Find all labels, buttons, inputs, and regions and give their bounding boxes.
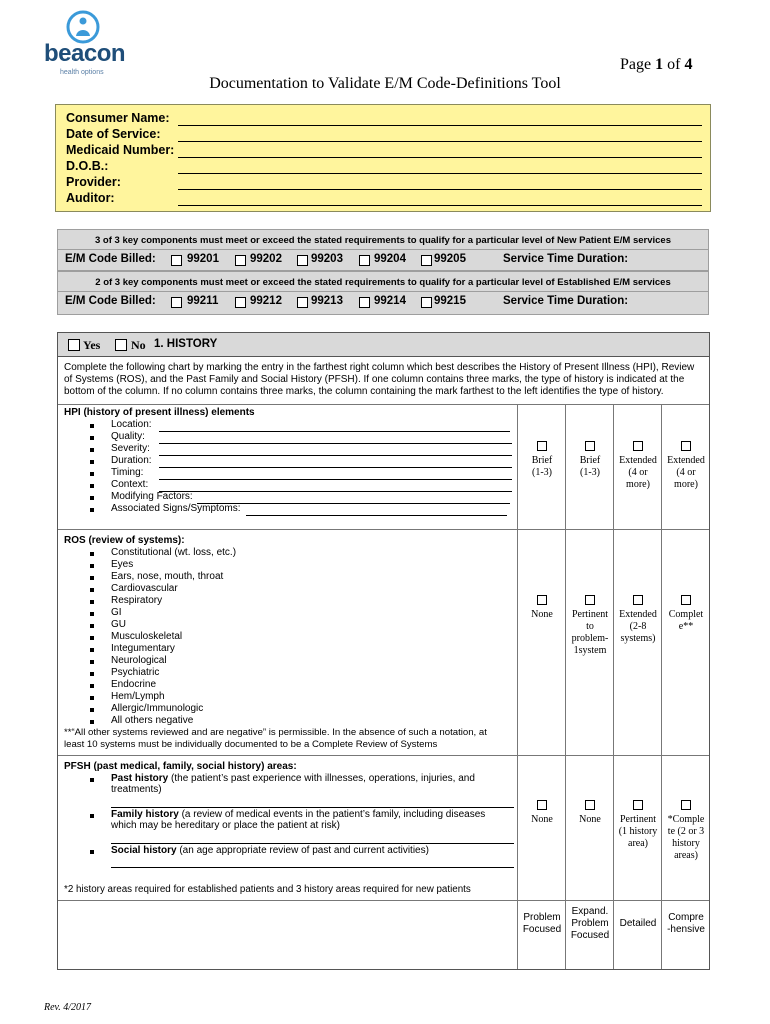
checkbox-icon[interactable] <box>537 800 547 810</box>
ros-item: Respiratory <box>111 595 163 606</box>
checkbox-icon[interactable] <box>681 595 691 605</box>
revision-date: Rev. 4/2017 <box>44 1002 92 1013</box>
col-text: (2-8 <box>629 621 647 632</box>
code-99203: 99203 <box>311 253 343 265</box>
col-text: *Comple <box>667 814 705 825</box>
history-section <box>57 332 710 970</box>
ros-item: Musculoskeletal <box>111 631 183 642</box>
bullet <box>90 624 94 628</box>
result-comprehensive <box>663 912 709 936</box>
hpi-severity-line[interactable] <box>159 455 512 456</box>
bullet <box>90 684 94 688</box>
social-history-line[interactable] <box>111 867 514 868</box>
history-instructions: Complete the following chart by marking the entry in the farthest right column which best describes the History of Present Illness (HPI), Review of Systems (ROS), and the Past Family and Social History (PFSH). If one column contains three marks, the type of history is indicated at the bottom of the column. If no column contains three marks, the column containing the mark farthest to the left identifies the type of history. <box>64 362 695 397</box>
history-heading: 1. HISTORY <box>154 338 218 350</box>
checkbox-icon[interactable] <box>633 595 643 605</box>
result-expanded-problem-focused <box>567 906 613 942</box>
checkbox-icon[interactable] <box>537 441 547 451</box>
hpi-context: Context: <box>111 479 149 490</box>
hpi-severity: Severity: <box>111 443 150 454</box>
col-text: None <box>531 814 553 825</box>
ros-item: Integumentary <box>111 643 175 654</box>
hpi-title: HPI (history of present illness) elements <box>64 407 255 418</box>
grid-line <box>58 755 709 756</box>
col-text: (1 history <box>618 826 658 837</box>
family-history-text-2: which may be hereditary or place the patient at risk) <box>111 820 340 831</box>
bullet <box>90 648 94 652</box>
auditor-line[interactable] <box>178 205 702 206</box>
col-text: Extended <box>619 609 657 620</box>
bullet <box>90 672 94 676</box>
col-text: Brief <box>531 455 553 466</box>
hpi-col-brief-2[interactable] <box>567 441 613 479</box>
ros-note-line-2: least 10 systems must be individually documented to be a Complete Review of Systems <box>64 739 438 750</box>
bullet <box>90 814 94 818</box>
bullet <box>90 850 94 854</box>
em-code-billed-label: E/M Code Billed: <box>65 253 156 265</box>
checkbox-99201[interactable] <box>171 255 182 266</box>
grid-line <box>613 404 614 969</box>
past-history-text-2: treatments) <box>111 784 162 795</box>
code-99213: 99213 <box>311 295 343 307</box>
checkbox-99212[interactable] <box>235 297 246 308</box>
bullet <box>90 448 94 452</box>
hpi-timing: Timing: <box>111 467 144 478</box>
ros-note-line-1: **“All other systems reviewed and are negative” is permissible. In the absence of such a notation, at <box>64 727 487 738</box>
bullet <box>90 436 94 440</box>
date-of-service-line[interactable] <box>178 141 702 142</box>
col-text: None <box>579 814 601 825</box>
bullet <box>90 424 94 428</box>
pfsh-past-history <box>111 773 511 795</box>
col-text: more) <box>626 479 650 490</box>
checkbox-99203[interactable] <box>297 255 308 266</box>
past-history-label: Past history <box>111 773 169 784</box>
established-patient-code-row <box>57 291 709 315</box>
code-99201: 99201 <box>187 253 219 265</box>
service-time-label: Service Time Duration: <box>503 295 629 307</box>
hpi-associated-signs: Associated Signs/Symptoms: <box>111 503 241 514</box>
hpi-context-line[interactable] <box>159 491 512 492</box>
col-text: Pertinent <box>571 609 609 620</box>
result-detailed <box>615 918 661 930</box>
checkbox-icon[interactable] <box>681 800 691 810</box>
col-text: None <box>531 609 553 620</box>
bullet <box>90 552 94 556</box>
checkbox-icon[interactable] <box>585 441 595 451</box>
consumer-info-box <box>55 104 711 212</box>
code-99204: 99204 <box>374 253 406 265</box>
checkbox-99214[interactable] <box>359 297 370 308</box>
checkbox-icon[interactable] <box>633 800 643 810</box>
ros-item: All others negative <box>111 715 194 726</box>
col-text: Problem <box>571 918 609 929</box>
grid-line <box>58 900 709 901</box>
col-text: -hensive <box>667 924 705 935</box>
pfsh-title: PFSH (past medical, family, social history) areas: <box>64 761 297 772</box>
code-99212: 99212 <box>250 295 282 307</box>
page-total: 4 <box>684 56 693 73</box>
hpi-quality-line[interactable] <box>159 443 512 444</box>
history-header <box>58 333 709 357</box>
family-history-line[interactable] <box>111 843 514 844</box>
checkbox-icon[interactable] <box>537 595 547 605</box>
checkbox-99205[interactable] <box>421 255 432 266</box>
history-yes-checkbox[interactable] <box>68 339 80 351</box>
bullet <box>90 484 94 488</box>
ros-item: Ears, nose, mouth, throat <box>111 571 224 582</box>
col-text: (4 or <box>628 467 648 478</box>
hpi-quality: Quality: <box>111 431 145 442</box>
bullet <box>90 472 94 476</box>
grid-line <box>58 404 709 405</box>
col-text: Complet <box>668 609 704 620</box>
hpi-col-extended-1[interactable] <box>615 441 661 491</box>
code-99202: 99202 <box>250 253 282 265</box>
col-text: (1-3) <box>532 467 552 478</box>
col-text: Extended <box>667 455 705 466</box>
bullet <box>90 708 94 712</box>
col-text: area) <box>628 838 648 849</box>
family-history-text: (a review of medical events in the patient’s family, including diseases <box>178 809 486 820</box>
ros-item: Allergic/Immunologic <box>111 703 204 714</box>
ros-item: Endocrine <box>111 679 157 690</box>
col-text: Pertinent <box>619 814 657 825</box>
col-text: Brief <box>579 455 601 466</box>
ros-item: Neurological <box>111 655 167 666</box>
ros-col-complete[interactable] <box>663 595 709 633</box>
bullet <box>90 720 94 724</box>
bullet <box>90 496 94 500</box>
hpi-col-brief-1[interactable] <box>519 441 565 479</box>
col-text: problem- <box>571 633 609 644</box>
hpi-modifying-factors-line[interactable] <box>197 503 510 504</box>
ros-item: GU <box>111 619 126 630</box>
medicaid-number-line[interactable] <box>178 157 702 158</box>
hpi-associated-signs-line[interactable] <box>246 515 507 516</box>
ros-item: Cardiovascular <box>111 583 178 594</box>
col-text: Expand. <box>571 906 609 917</box>
new-patient-requirement: 3 of 3 key components must meet or exceed the stated requirements to qualify for a particular level of New Patient E/M services <box>57 229 709 250</box>
past-history-text: (the patient’s past experience with illnesses, operations, injuries, and <box>168 773 475 784</box>
grid-line <box>517 404 518 969</box>
ros-col-pertinent[interactable] <box>567 595 613 657</box>
hpi-location: Location: <box>111 419 152 430</box>
col-text: Problem <box>523 912 561 923</box>
col-text: Detailed <box>619 918 657 929</box>
code-99205: 99205 <box>434 253 466 265</box>
bullet <box>90 588 94 592</box>
checkbox-icon[interactable] <box>681 441 691 451</box>
history-yes-label: Yes <box>83 338 101 352</box>
new-patient-code-row <box>57 249 709 271</box>
col-text: (1-3) <box>580 467 600 478</box>
ros-title: ROS (review of systems): <box>64 535 185 546</box>
ros-item: Eyes <box>111 559 134 570</box>
col-text: (4 or <box>676 467 696 478</box>
field-date-of-service: Date of Service: <box>66 127 161 141</box>
pfsh-col-pertinent[interactable] <box>615 800 661 850</box>
history-no-checkbox[interactable] <box>115 339 127 351</box>
result-problem-focused <box>519 912 565 936</box>
checkbox-icon[interactable] <box>633 441 643 451</box>
field-auditor: Auditor: <box>66 191 115 205</box>
col-text: Extended <box>619 455 657 466</box>
col-text: 1system <box>573 645 607 656</box>
checkbox-99215[interactable] <box>421 297 432 308</box>
hpi-location-line[interactable] <box>159 431 510 432</box>
ros-item: Psychiatric <box>111 667 160 678</box>
bullet <box>90 576 94 580</box>
checkbox-icon[interactable] <box>585 595 595 605</box>
code-99214: 99214 <box>374 295 406 307</box>
beacon-person-icon <box>66 10 100 44</box>
checkbox-99202[interactable] <box>235 255 246 266</box>
checkbox-99213[interactable] <box>297 297 308 308</box>
grid-line <box>565 404 566 969</box>
document-title: Documentation to Validate E/M Code-Definitions Tool <box>209 75 561 92</box>
bullet <box>90 508 94 512</box>
family-history-label: Family history <box>111 809 179 820</box>
checkbox-99204[interactable] <box>359 255 370 266</box>
pfsh-family-history <box>111 809 511 831</box>
hpi-modifying-factors: Modifying Factors: <box>111 491 193 502</box>
bullet <box>90 600 94 604</box>
service-time-label: Service Time Duration: <box>503 253 629 265</box>
col-text: Focused <box>522 924 562 935</box>
page-prefix: Page <box>620 56 652 73</box>
ros-item: GI <box>111 607 122 618</box>
col-text: te (2 or 3 <box>667 826 705 837</box>
ros-col-extended[interactable] <box>615 595 661 645</box>
col-text: history <box>672 838 700 849</box>
field-provider: Provider: <box>66 175 121 189</box>
social-history-label: Social history <box>111 845 177 856</box>
page-current: 1 <box>655 56 664 73</box>
bullet <box>90 612 94 616</box>
em-code-billed-label: E/M Code Billed: <box>65 295 156 307</box>
social-history-text: (an age appropriate review of past and current activities) <box>176 845 429 856</box>
established-patient-requirement: 2 of 3 key components must meet or exceed the stated requirements to qualify for a particular level of Established E/M services <box>57 271 709 292</box>
col-text: areas) <box>674 850 698 861</box>
page-number <box>620 56 692 74</box>
col-text: systems) <box>620 633 656 644</box>
col-text: to <box>586 621 594 632</box>
field-consumer-name: Consumer Name: <box>66 111 170 125</box>
ros-item: Constitutional (wt. loss, etc.) <box>111 547 237 558</box>
field-medicaid-number: Medicaid Number: <box>66 143 175 157</box>
checkbox-icon[interactable] <box>585 800 595 810</box>
grid-line <box>661 404 662 969</box>
past-history-line[interactable] <box>111 807 514 808</box>
field-dob: D.O.B.: <box>66 159 109 173</box>
logo-tagline: health options <box>60 69 104 76</box>
dob-line[interactable] <box>178 173 702 174</box>
col-text: Compre <box>668 912 704 923</box>
logo-brand: beacon <box>44 40 126 67</box>
bullet <box>90 696 94 700</box>
ros-col-none[interactable] <box>519 595 565 621</box>
pfsh-social-history <box>111 845 511 856</box>
code-99211: 99211 <box>187 295 219 307</box>
grid-line <box>58 529 709 530</box>
col-text: e** <box>678 621 694 632</box>
hpi-duration: Duration: <box>111 455 152 466</box>
hpi-duration-line[interactable] <box>159 467 512 468</box>
provider-line[interactable] <box>178 189 702 190</box>
history-no-label: No <box>131 338 146 352</box>
bullet <box>90 460 94 464</box>
bullet <box>90 636 94 640</box>
pfsh-note: *2 history areas required for established patients and 3 history areas required for new patients <box>64 884 471 895</box>
code-99215: 99215 <box>434 295 466 307</box>
pfsh-col-none-1[interactable] <box>519 800 565 826</box>
ros-item: Hem/Lymph <box>111 691 165 702</box>
pfsh-col-none-2[interactable] <box>567 800 613 826</box>
checkbox-99211[interactable] <box>171 297 182 308</box>
page-of: of <box>667 56 681 73</box>
col-text: more) <box>674 479 698 490</box>
pfsh-col-complete[interactable] <box>663 800 709 862</box>
consumer-name-line[interactable] <box>178 125 702 126</box>
hpi-timing-line[interactable] <box>159 479 512 480</box>
bullet <box>90 778 94 782</box>
bullet <box>90 660 94 664</box>
hpi-col-extended-2[interactable] <box>663 441 709 491</box>
col-text: Focused <box>570 930 610 941</box>
bullet <box>90 564 94 568</box>
beacon-logo <box>44 10 134 76</box>
